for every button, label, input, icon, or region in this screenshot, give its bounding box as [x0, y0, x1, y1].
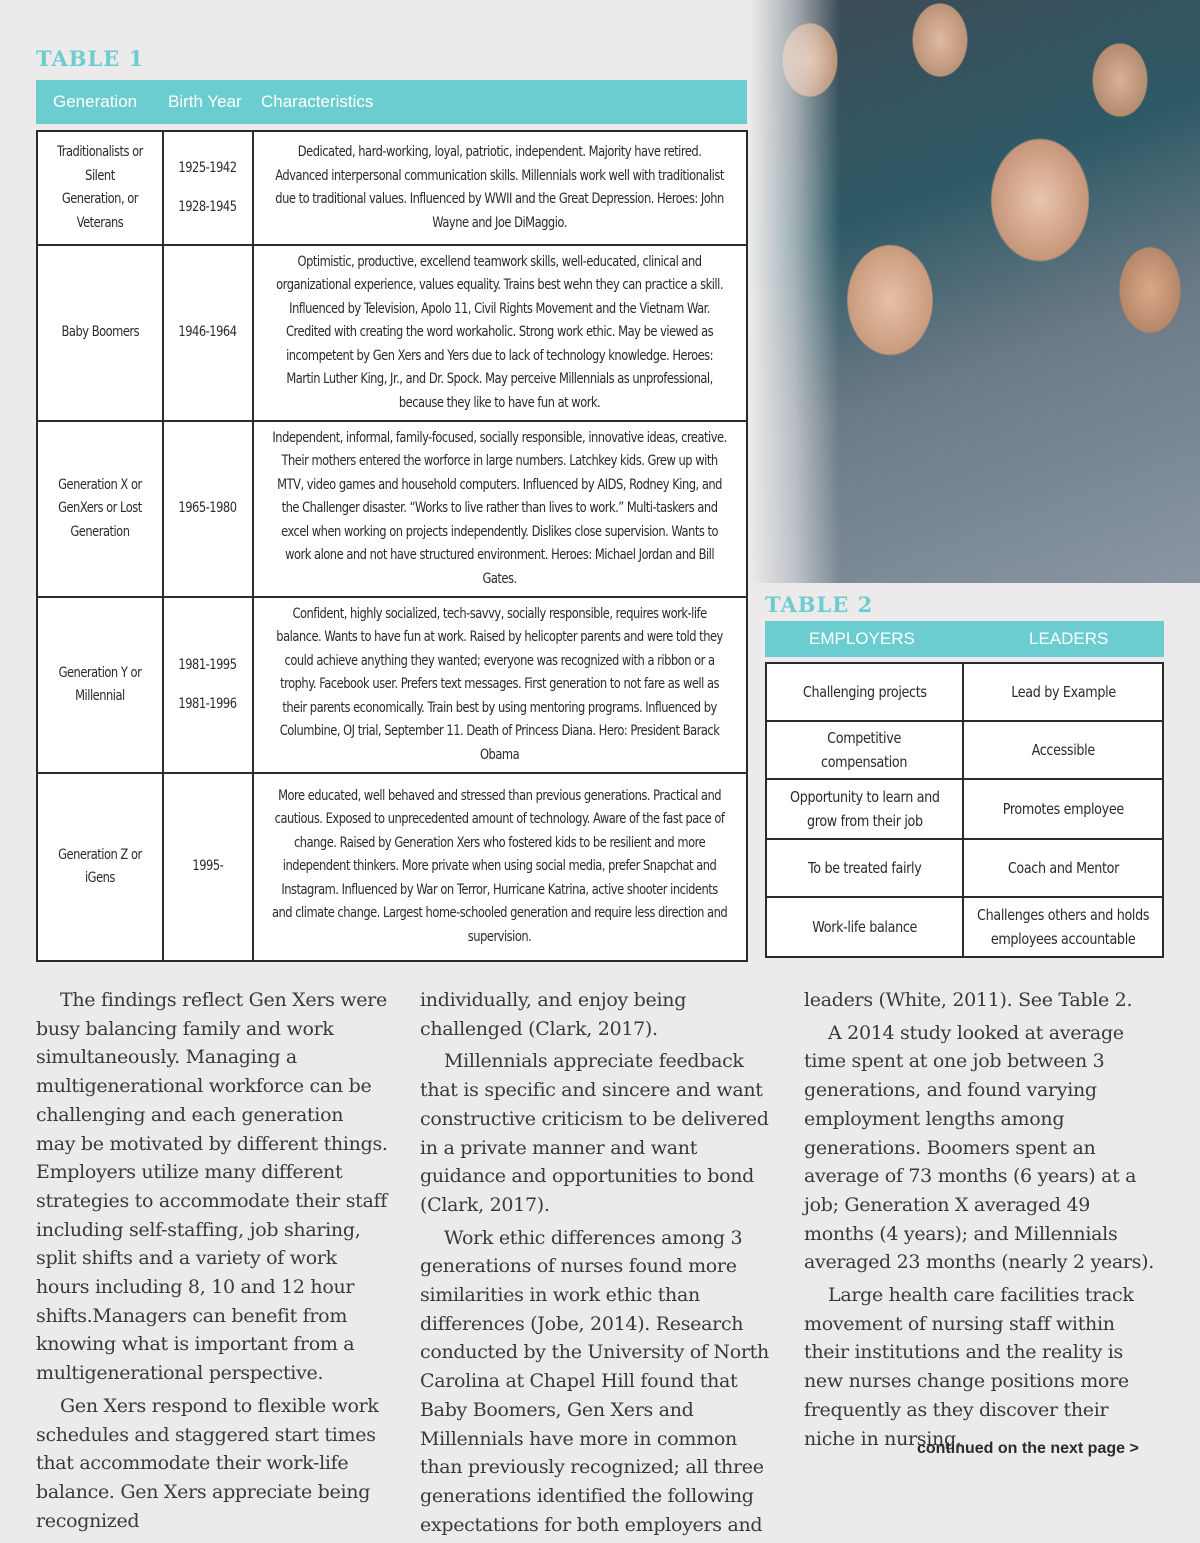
- table-row: [37, 421, 747, 597]
- body-column-1: [36, 986, 388, 1539]
- characteristics-cell: Confident, highly socialized, tech-savvy, socially responsible, requires work-life balance. Wants to have fun at work. Raised by helicopter parents and were told they could achieve anything they wanted; everyone was recognized with a ribbon or a trophy. Facebook user. Prefers text messages. First generation to not fare as well as their parents economically. Train best by using mentoring programs. Influenced by Columbine, OJ trial, September 11. Death of Princess Diana. Hero: President Barack Obama: [253, 597, 747, 773]
- paragraph: leaders (White, 2011). See Table 2.: [804, 989, 1133, 1011]
- table-row: [766, 897, 1163, 957]
- table1-header-generation: Generation: [53, 92, 138, 111]
- paragraph: individually, and enjoy being challenged (Clark, 2017).: [420, 989, 687, 1040]
- leader-cell: Coach and Mentor: [963, 839, 1163, 897]
- table2: [765, 662, 1164, 958]
- table1-header: [36, 80, 747, 124]
- table2-header-leaders: LEADERS: [1029, 629, 1109, 648]
- table-row: [37, 597, 747, 773]
- birth-year-cell: 1965-1980: [163, 421, 253, 597]
- birth-year-cell: 1925-19421928-1945: [163, 131, 253, 245]
- table-row: [766, 779, 1163, 839]
- employer-cell: To be treated fairly: [766, 839, 963, 897]
- paragraph: The findings reflect Gen Xers were busy balancing family and work simultaneously. Managing a multigenerational workforce can be challenging and each generation may be motivated by different things. Employers utilize many different strategies to accommodate their staff including self-staffing, job sharing, split shifts and a variety of work hours including 8, 10 and 12 hour shifts.Managers can benefit from knowing what is important from a multigenerational perspective.: [36, 989, 388, 1385]
- body-column-2: [420, 986, 780, 1543]
- paragraph: Work ethic differences among 3 generations of nurses found more similarities in work ethic than differences (Jobe, 2014). Research conducted by the University of North Carolina at Chapel Hill found that Baby Boomers, Gen Xers and Millennials have more in common than previously recognized; all three generations identified the following expectations for both employers and: [420, 1226, 769, 1536]
- table1-title: TABLE 1: [36, 46, 145, 71]
- continued-link[interactable]: continued on the next page >: [917, 1440, 1139, 1457]
- generation-cell: Baby Boomers: [37, 245, 163, 421]
- body-column-3: [804, 986, 1164, 1457]
- leader-cell: Challenges others and holds employees accountable: [963, 897, 1163, 957]
- paragraph: Large health care facilities track movement of nursing staff within their institutions and the reality is new nurses change positions more frequently as they discover their niche in nursing.: [804, 1284, 1134, 1450]
- birth-year-cell: 1995-: [163, 773, 253, 961]
- paragraph: Gen Xers respond to flexible work schedules and staggered start times that accommodate their work-life balance. Gen Xers appreciate being recognized: [36, 1394, 379, 1532]
- table-row: [766, 839, 1163, 897]
- table2-title: TABLE 2: [765, 592, 874, 617]
- generation-cell: Generation Y or Millennial: [37, 597, 163, 773]
- birth-year-cell: 1946-1964: [163, 245, 253, 421]
- leader-cell: Promotes employee: [963, 779, 1163, 839]
- birth-year-cell: 1981-19951981-1996: [163, 597, 253, 773]
- employer-cell: Work-life balance: [766, 897, 963, 957]
- table-row: [37, 131, 747, 245]
- characteristics-cell: Independent, informal, family-focused, socially responsible, innovative ideas, creative. Their mothers entered the worforce in large numbers. Latchkey kids. Grew up with MTV, video games and household computers. Influenced by AIDS, Rodney King, and the Challenger disaster. “Works to live rather than lives to work.” Multi-taskers and excel when working on projects independently. Dislikes close supervision. Wants to work alone and not have structured environment. Heroes: Michael Jordan and Bill Gates.: [253, 421, 747, 597]
- generation-cell: Traditionalists or Silent Generation, or Veterans: [37, 131, 163, 245]
- paragraph: Millennials appreciate feedback that is specific and sincere and want constructive criticism to be delivered in a private manner and want guidance and opportunities to bond (Clark, 2017).: [420, 1050, 769, 1216]
- employer-cell: Opportunity to learn and grow from their job: [766, 779, 963, 839]
- characteristics-cell: Dedicated, hard-working, loyal, patriotic, independent. Majority have retired. Advanced interpersonal communication skills. Millennials work well with traditionalist due to traditional values. Influenced by WWII and the Great Depression. Heroes: John Wayne and Joe DiMaggio.: [253, 131, 747, 245]
- table2-header: [765, 621, 1164, 657]
- table-row: [766, 663, 1163, 721]
- group-photo: [750, 0, 1200, 583]
- table-row: [37, 245, 747, 421]
- table-row: [37, 773, 747, 961]
- paragraph: A 2014 study looked at average time spent at one job between 3 generations, and found varying employment lengths among generations. Boomers spent an average of 73 months (6 years) at a job; Generation X averaged 49 months (4 years); and Millennials averaged 23 months (nearly 2 years).: [804, 1021, 1154, 1274]
- leader-cell: Lead by Example: [963, 663, 1163, 721]
- generation-cell: Generation Z or iGens: [37, 773, 163, 961]
- employer-cell: Challenging projects: [766, 663, 963, 721]
- employer-cell: Competitive compensation: [766, 721, 963, 779]
- characteristics-cell: More educated, well behaved and stressed than previous generations. Practical and cautious. Exposed to unprecedented amount of technology. Aware of the fast pace of change. Raised by Generation Xers who fostered kids to be resilient and more independent thinkers. More private when using social media, prefer Snapchat and Instagram. Influenced by War on Terror, Hurricane Katrina, active shooter incidents and climate change. Largest home-schooled generation and require less direction and supervision.: [253, 773, 747, 961]
- generation-cell: Generation X or GenXers or Lost Generation: [37, 421, 163, 597]
- characteristics-cell: Optimistic, productive, excellend teamwork skills, well-educated, clinical and organizational experience, values equality. Trains best wehn they can practice a skill. Influenced by Television, Apolo 11, Civil Rights Movement and the Vietnam War. Credited with creating the word workaholic. Strong work ethic. May be viewed as incompetent by Gen Xers and Yers due to lack of technology knowledge. Heroes: Martin Luther King, Jr., and Dr. Spock. May perceive Millennials as unprofessional, because they like to have fun at work.: [253, 245, 747, 421]
- table1: [36, 130, 748, 962]
- table1-header-characteristics: Characteristics: [261, 92, 374, 111]
- leader-cell: Accessible: [963, 721, 1163, 779]
- table-row: [766, 721, 1163, 779]
- table2-header-employers: EMPLOYERS: [809, 629, 915, 648]
- table1-header-birth-year: Birth Year: [168, 92, 242, 111]
